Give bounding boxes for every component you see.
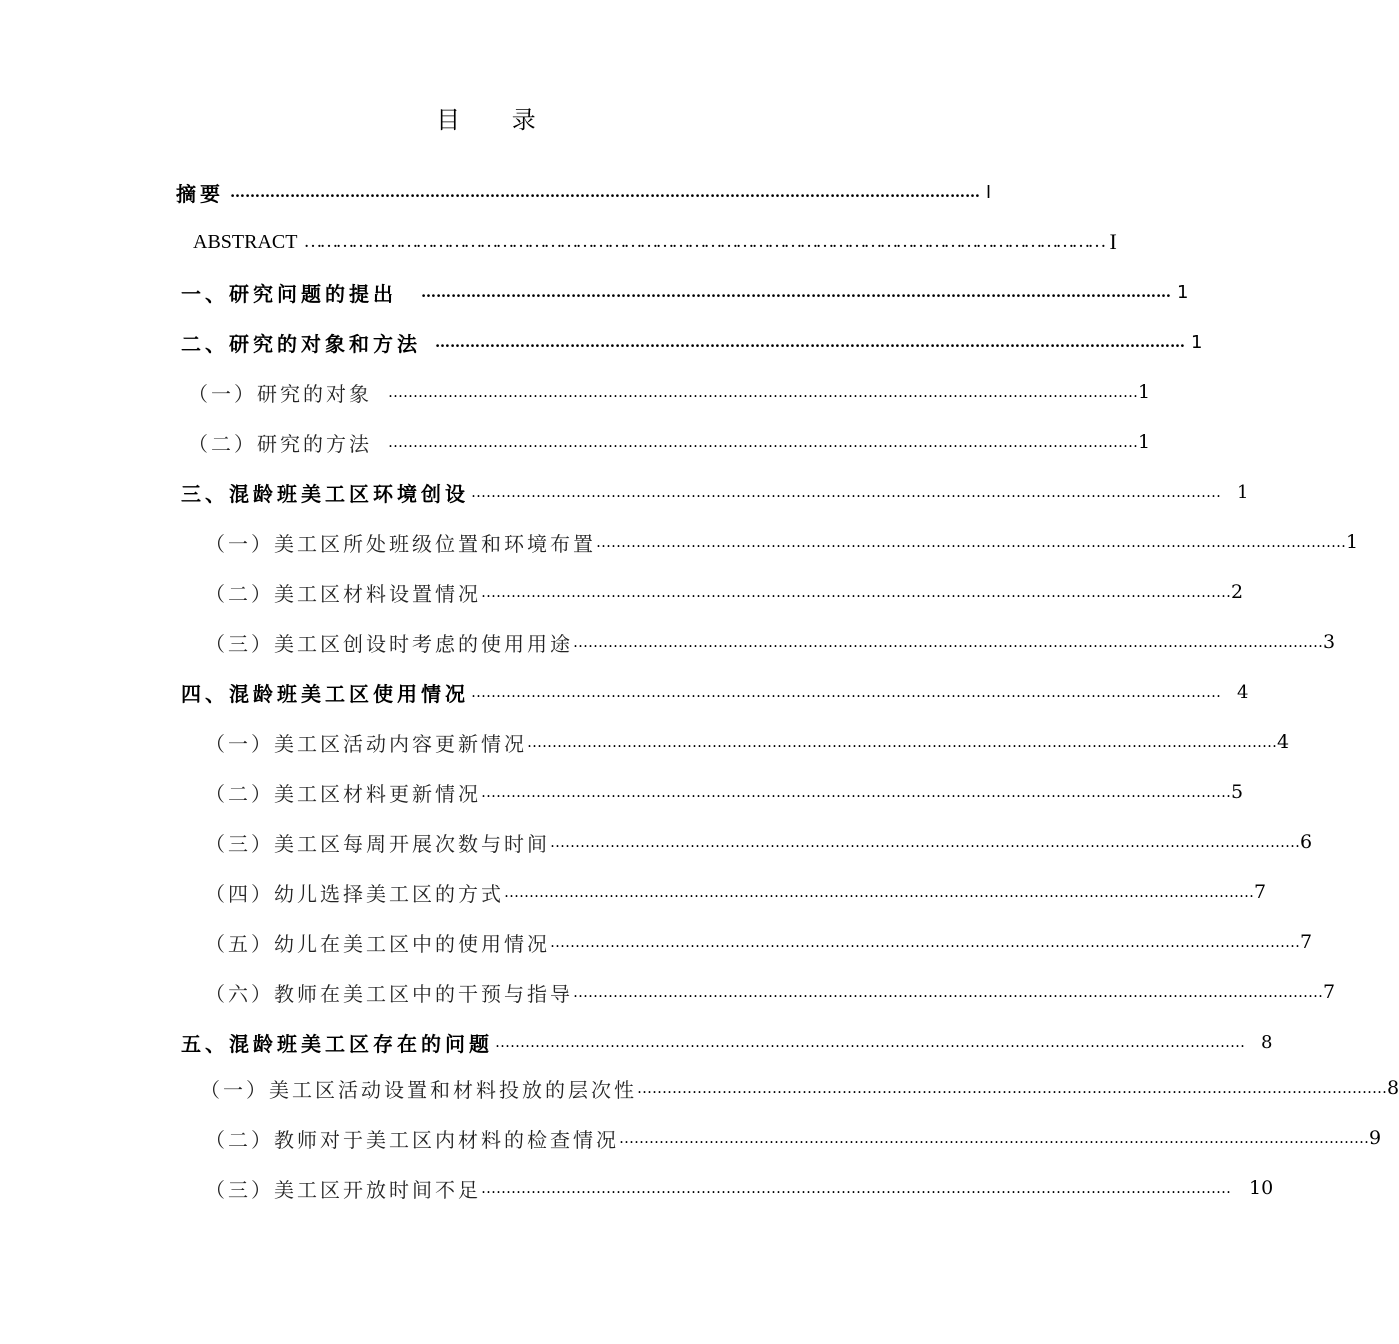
toc-entry-section-3[interactable] xyxy=(181,476,1249,508)
toc-entry-page: 1 xyxy=(1177,281,1189,303)
toc-leader-dots: …………………………………………………………………………………………………………………………………… xyxy=(471,483,1221,501)
toc-entry-page: 1 xyxy=(1191,331,1203,353)
page-title: 目 录 xyxy=(436,106,558,134)
toc-leader-dots: …………………………………………………………………………………………………………………………………… xyxy=(421,283,1171,301)
toc-entry-abstract-cn[interactable] xyxy=(176,176,992,208)
toc-entry-page: 2 xyxy=(1231,581,1244,603)
toc-entry-page: 1 xyxy=(1237,481,1249,503)
toc-entry-4-2[interactable] xyxy=(205,776,1244,808)
toc-entry-3-3[interactable] xyxy=(205,626,1336,658)
toc-entry-5-1[interactable] xyxy=(200,1072,1399,1104)
toc-leader-dots: …………………………………………………………………………………………………………………………………… xyxy=(573,633,1323,651)
toc-entry-3-1[interactable] xyxy=(205,526,1359,558)
toc-entry-label: ABSTRACT xyxy=(193,230,298,253)
toc-entry-label: （三）美工区每周开展次数与时间 xyxy=(205,831,550,856)
toc-entry-5-3[interactable] xyxy=(205,1172,1274,1204)
toc-entry-page: 5 xyxy=(1231,781,1244,803)
toc-leader-dots: …………………………………………………………………………………………………………………………………… xyxy=(481,783,1231,801)
toc-entry-label: （一）研究的对象 xyxy=(188,381,372,406)
toc-entry-page: 4 xyxy=(1277,731,1290,753)
toc-entry-section-4[interactable] xyxy=(181,676,1249,708)
toc-entry-section-5[interactable] xyxy=(181,1026,1273,1058)
toc-entry-4-3[interactable] xyxy=(205,826,1313,858)
toc-leader-dots: …………………………………………………………………………………………………………………………………… xyxy=(619,1129,1369,1147)
toc-entry-page: 1 xyxy=(1346,531,1359,553)
toc-entry-abstract-en[interactable] xyxy=(193,226,1117,258)
toc-leader-dots: …………………………………………………………………………………………………………………………………… xyxy=(504,883,1254,901)
toc-entry-2-2[interactable] xyxy=(188,426,1151,458)
toc-leader-dots: …………………………………………………………………………………………………………………………………… xyxy=(637,1079,1387,1097)
toc-entry-label: （一）美工区活动设置和材料投放的层次性 xyxy=(200,1077,637,1102)
toc-entry-page: 1 xyxy=(1138,431,1151,453)
toc-leader-dots: …………………………………………………………………………………………………………………………………… xyxy=(550,833,1300,851)
toc-leader-dots: …………………………………………………………………………………………………………………………………… xyxy=(481,1179,1231,1197)
toc-leader-dots: …………………………………………………………………………………………………………………………………… xyxy=(550,933,1300,951)
toc-leader-dots: …………………………………………………………………………………………………………………………………… xyxy=(303,231,1104,252)
toc-entry-5-2[interactable] xyxy=(205,1122,1382,1154)
toc-entry-4-5[interactable] xyxy=(205,926,1313,958)
toc-entry-page: 4 xyxy=(1237,681,1249,703)
toc-entry-label: （二）研究的方法 xyxy=(188,431,372,456)
toc-entry-page: 6 xyxy=(1300,831,1313,853)
toc-entry-section-1[interactable] xyxy=(181,276,1189,308)
toc-leader-dots: …………………………………………………………………………………………………………………………………… xyxy=(527,733,1277,751)
toc-entry-page: I xyxy=(986,181,992,202)
toc-entry-label: （一）美工区所处班级位置和环境布置 xyxy=(205,531,596,556)
toc-entry-label: （三）美工区创设时考虑的使用用途 xyxy=(205,631,573,656)
toc-entry-label: 四、混龄班美工区使用情况 xyxy=(181,681,469,706)
toc-entry-label: 二、研究的对象和方法 xyxy=(181,331,421,356)
toc-leader-dots: …………………………………………………………………………………………………………………………………… xyxy=(495,1033,1245,1051)
toc-entry-page: I xyxy=(1109,229,1117,254)
toc-entry-label: （四）幼儿选择美工区的方式 xyxy=(205,881,504,906)
toc-entry-4-4[interactable] xyxy=(205,876,1267,908)
toc-entry-label: （二）美工区材料更新情况 xyxy=(205,781,481,806)
toc-entry-label: 五、混龄班美工区存在的问题 xyxy=(181,1031,493,1056)
toc-entry-label: （三）美工区开放时间不足 xyxy=(205,1177,481,1202)
toc-entry-page: 1 xyxy=(1138,381,1151,403)
toc-entry-label: 一、研究问题的提出 xyxy=(181,281,397,306)
toc-entry-label: （二）美工区材料设置情况 xyxy=(205,581,481,606)
toc-entry-label: （二）教师对于美工区内材料的检查情况 xyxy=(205,1127,619,1152)
toc-entry-page: 10 xyxy=(1249,1177,1274,1199)
toc-leader-dots: …………………………………………………………………………………………………………………………………… xyxy=(388,383,1138,401)
toc-leader-dots: …………………………………………………………………………………………………………………………………… xyxy=(596,533,1346,551)
toc-entry-4-1[interactable] xyxy=(205,726,1290,758)
toc-leader-dots: …………………………………………………………………………………………………………………………………… xyxy=(388,433,1138,451)
toc-entry-page: 8 xyxy=(1387,1077,1399,1099)
toc-entry-page: 7 xyxy=(1323,981,1336,1003)
toc-leader-dots: …………………………………………………………………………………………………………………………………… xyxy=(481,583,1231,601)
toc-entry-3-2[interactable] xyxy=(205,576,1244,608)
toc-entry-page: 8 xyxy=(1261,1031,1273,1053)
toc-entry-label: （六）教师在美工区中的干预与指导 xyxy=(205,981,573,1006)
toc-leader-dots: …………………………………………………………………………………………………………………………………… xyxy=(435,333,1185,351)
toc-entry-label: 三、混龄班美工区环境创设 xyxy=(181,481,469,506)
toc-entry-page: 9 xyxy=(1369,1127,1382,1149)
toc-entry-page: 3 xyxy=(1323,631,1336,653)
toc-entry-label: （一）美工区活动内容更新情况 xyxy=(205,731,527,756)
toc-entry-label: （五）幼儿在美工区中的使用情况 xyxy=(205,931,550,956)
toc-leader-dots: …………………………………………………………………………………………………………………………………… xyxy=(471,683,1221,701)
toc-entry-page: 7 xyxy=(1300,931,1313,953)
toc-entry-4-6[interactable] xyxy=(205,976,1336,1008)
toc-entry-section-2[interactable] xyxy=(181,326,1203,358)
toc-entry-label: 摘要 xyxy=(176,181,224,206)
toc-leader-dots: …………………………………………………………………………………………………………………………………… xyxy=(230,183,980,201)
toc-entry-page: 7 xyxy=(1254,881,1267,903)
toc-leader-dots: …………………………………………………………………………………………………………………………………… xyxy=(573,983,1323,1001)
toc-entry-2-1[interactable] xyxy=(188,376,1151,408)
